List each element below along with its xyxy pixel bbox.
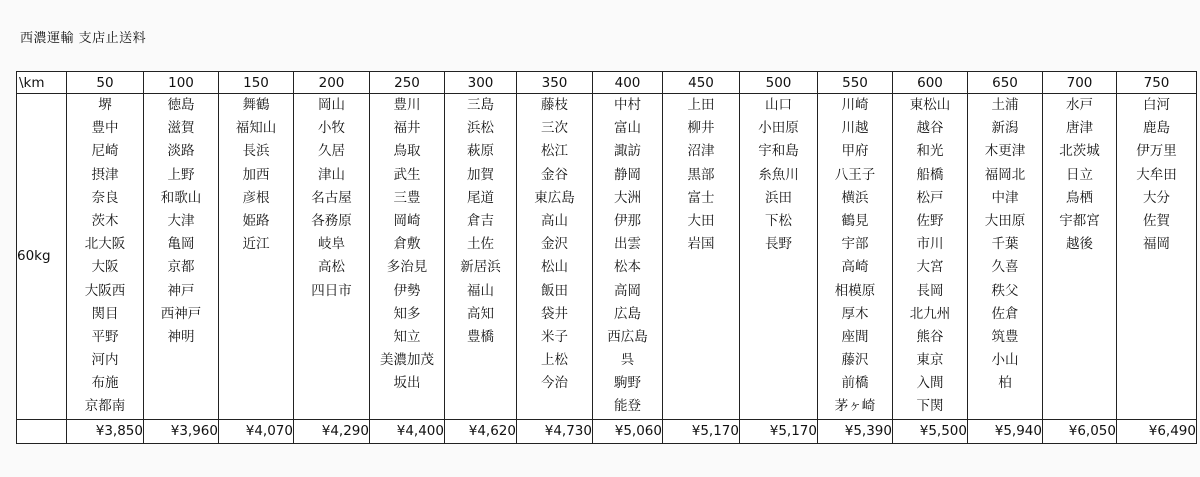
city-name: 西神戸 [160,305,202,322]
city-name: 関目 [91,305,119,322]
city-name: 能登 [614,398,641,415]
city-name: 相模原 [834,282,876,299]
city-name: 美濃加茂 [380,352,434,369]
city-name: 水戸 [1066,97,1093,113]
city-name: 秩父 [991,282,1019,299]
city-name: 木更津 [984,143,1026,160]
city-name: 茅ヶ崎 [834,398,876,415]
city-name: 山口 [765,97,792,113]
city-name: 大洲 [614,189,641,206]
city-name: 小山 [991,352,1019,369]
city-name: 松江 [541,143,568,160]
city-name: 鹿島 [1143,120,1170,137]
city-name: 出雲 [614,236,641,253]
city-name: 知立 [393,328,421,345]
city-name: 舞鶴 [242,97,270,113]
city-name: 入間 [916,375,944,392]
distance-header-650: 650 [968,72,1043,94]
city-name: 中村 [614,97,641,113]
city-name: 北大阪 [84,236,126,253]
city-name: 高松 [318,259,345,276]
city-name: 尼崎 [91,143,119,160]
city-name: 鶴見 [841,212,869,229]
city-name: 大分 [1143,189,1170,206]
city-name: 新居浜 [460,259,501,276]
city-name: 伊那 [614,212,641,229]
city-name: 富山 [614,120,641,137]
city-name: 高岡 [614,282,641,299]
city-name: 上松 [541,352,568,369]
city-name: 呉 [620,352,635,369]
city-name: 飯田 [541,282,568,299]
distance-header-250: 250 [370,72,445,94]
city-name: 淡路 [167,143,195,160]
city-name: 豊川 [393,97,421,113]
city-name: 土佐 [467,236,494,253]
city-name: 倉吉 [467,212,494,229]
city-name: 宇都宮 [1059,212,1100,229]
city-name: 駒野 [614,375,641,392]
city-name: 船橋 [916,166,944,183]
city-name: 東京 [916,352,944,369]
city-name: 佐賀 [1143,212,1170,229]
cities-cell-150 [219,94,294,420]
city-name: 沼津 [687,143,715,160]
city-name: 岐阜 [318,236,345,253]
city-name: 唐津 [1066,120,1093,137]
distance-header-600: 600 [893,72,968,94]
distance-header-150: 150 [219,72,294,94]
price-row-blank-cell [17,419,67,443]
city-name: 近江 [242,236,270,253]
city-name: 米子 [541,328,568,345]
city-name: 津山 [318,166,345,183]
city-name: 大阪 [91,259,119,276]
cities-cell-350 [517,94,593,420]
city-name: 岡山 [318,97,345,113]
city-name: 武生 [393,166,421,183]
city-name: 八王子 [834,166,876,183]
price-row [17,419,1197,443]
distance-header-500: 500 [740,72,818,94]
city-name: 北九州 [909,305,951,322]
corner-header: \km [17,72,67,94]
city-name: 松本 [614,259,641,276]
city-name: 佐野 [916,212,944,229]
cities-cell-300 [445,94,517,420]
city-name: 高知 [467,305,494,322]
cities-cell-750 [1117,94,1197,420]
price-cell-700: ¥6,050 [1043,419,1117,443]
city-name: 宇和島 [758,143,799,160]
city-name: 大牟田 [1136,166,1177,183]
city-name: 袋井 [541,305,568,322]
city-name: 富士 [687,189,715,206]
city-name: 藤枝 [541,97,568,113]
city-name: 岩国 [687,236,715,253]
city-name: 金谷 [541,166,568,183]
city-name: 糸魚川 [758,166,799,183]
city-name: 福岡 [1143,236,1170,253]
city-name: 川越 [841,120,869,137]
city-name: 滋賀 [167,120,195,137]
weight-label: 60kg [17,94,67,420]
city-name: 福山 [467,282,494,299]
shipping-rate-table [16,71,1197,444]
city-name: 日立 [1066,166,1093,183]
distance-header-750: 750 [1117,72,1197,94]
city-name: 長岡 [916,282,944,299]
price-cell-350: ¥4,730 [517,419,593,443]
city-name: 金沢 [541,236,568,253]
city-name: 今治 [541,375,568,392]
city-name: 鳥取 [393,143,421,160]
cities-row [17,94,1197,420]
city-name: 神明 [167,328,195,345]
price-cell-100: ¥3,960 [144,419,219,443]
price-cell-50: ¥3,850 [67,419,144,443]
price-cell-400: ¥5,060 [593,419,663,443]
cities-cell-250 [370,94,445,420]
cities-cell-100 [144,94,219,420]
cities-cell-550 [818,94,893,420]
price-cell-500: ¥5,170 [740,419,818,443]
city-name: 福知山 [235,120,277,137]
city-name: 茨木 [91,212,119,229]
distance-header-700: 700 [1043,72,1117,94]
city-name: 新潟 [991,120,1019,137]
city-name: 亀岡 [167,236,195,253]
city-name: 伊万里 [1136,143,1177,160]
city-name: 姫路 [242,212,270,229]
distance-header-200: 200 [294,72,370,94]
city-name: 久喜 [991,259,1019,276]
city-name: 四日市 [311,282,352,299]
city-name: 布施 [91,375,119,392]
city-name: 前橋 [841,375,869,392]
distance-header-100: 100 [144,72,219,94]
distance-header-450: 450 [663,72,740,94]
city-name: 和光 [916,143,944,160]
city-name: 宇部 [841,236,869,253]
distance-header-350: 350 [517,72,593,94]
cities-cell-600 [893,94,968,420]
city-name: 久居 [318,143,345,160]
city-name: 甲府 [841,143,869,160]
city-name: 中津 [991,189,1019,206]
distance-header-50: 50 [67,72,144,94]
city-name: 土浦 [991,97,1019,113]
cities-cell-500 [740,94,818,420]
city-name: 川崎 [841,97,869,113]
city-name: 厚木 [841,305,869,322]
city-name: 高山 [541,212,568,229]
city-name: 知多 [393,305,421,322]
city-name: 加賀 [467,166,494,183]
city-name: 和歌山 [160,189,202,206]
city-name: 大田原 [984,212,1026,229]
cities-cell-200 [294,94,370,420]
city-name: 徳島 [167,97,195,113]
city-name: 上田 [687,97,715,113]
city-name: 下関 [916,398,944,415]
city-name: 松山 [541,259,568,276]
city-name: 名古屋 [311,189,352,206]
price-cell-250: ¥4,400 [370,419,445,443]
city-name: 加西 [242,166,270,183]
city-name: 三次 [541,120,568,137]
price-cell-300: ¥4,620 [445,419,517,443]
city-name: 大田 [687,212,715,229]
city-name: 平野 [91,328,119,345]
city-name: 河内 [91,352,119,369]
city-name: 長野 [765,236,792,253]
city-name: 三豊 [393,189,421,206]
price-cell-150: ¥4,070 [219,419,294,443]
city-name: 大宮 [916,259,944,276]
city-name: 柳井 [687,120,715,137]
price-cell-650: ¥5,940 [968,419,1043,443]
city-name: 白河 [1143,97,1170,113]
city-name: 下松 [765,212,792,229]
city-name: 上野 [167,166,195,183]
price-cell-750: ¥6,490 [1117,419,1197,443]
city-name: 東広島 [534,189,575,206]
distance-header-550: 550 [818,72,893,94]
distance-header-row [17,72,1197,94]
city-name: 高崎 [841,259,869,276]
city-name: 北茨城 [1059,143,1100,160]
city-name: 伊勢 [393,282,421,299]
city-name: 筑豊 [991,328,1019,345]
price-cell-600: ¥5,500 [893,419,968,443]
cities-cell-50 [67,94,144,420]
city-name: 奈良 [91,189,119,206]
city-name: 座間 [841,328,869,345]
city-name: 大津 [167,212,195,229]
document-title: 西濃運輸 支店止送料 [20,31,147,46]
city-name: 越後 [1066,236,1093,253]
city-name: 摂津 [91,166,119,183]
city-name: 多治見 [386,259,428,276]
city-name: 大阪西 [84,282,126,299]
city-name: 越谷 [916,120,944,137]
city-name: 千葉 [991,236,1019,253]
city-name: 坂出 [393,375,421,392]
cities-cell-450 [663,94,740,420]
city-name: 小牧 [318,120,345,137]
city-name: 京都 [167,259,195,276]
city-name: 鳥栖 [1066,189,1093,206]
city-name: 西広島 [607,328,648,345]
city-name: 神戸 [167,282,195,299]
cities-cell-400 [593,94,663,420]
city-name: 藤沢 [841,352,869,369]
city-name: 京都南 [84,398,126,415]
price-cell-550: ¥5,390 [818,419,893,443]
city-name: 浜松 [467,120,494,137]
city-name: 萩原 [467,143,494,160]
city-name: 柏 [998,375,1012,392]
cities-cell-650 [968,94,1043,420]
city-name: 諏訪 [614,143,641,160]
distance-header-300: 300 [445,72,517,94]
price-cell-450: ¥5,170 [663,419,740,443]
city-name: 豊中 [91,120,119,137]
city-name: 三島 [467,97,494,113]
city-name: 岡崎 [393,212,421,229]
city-name: 豊橋 [467,328,494,345]
city-name: 横浜 [841,189,869,206]
city-name: 熊谷 [916,328,944,345]
city-name: 堺 [98,97,112,113]
city-name: 長浜 [242,143,270,160]
city-name: 各務原 [311,212,352,229]
city-name: 浜田 [765,189,792,206]
city-name: 福岡北 [984,166,1026,183]
city-name: 市川 [916,236,944,253]
distance-header-400: 400 [593,72,663,94]
city-name: 松戸 [916,189,944,206]
city-name: 福井 [393,120,421,137]
city-name: 東松山 [909,97,951,113]
price-cell-200: ¥4,290 [294,419,370,443]
city-name: 倉敷 [393,236,421,253]
city-name: 佐倉 [991,305,1019,322]
city-name: 彦根 [242,189,270,206]
city-name: 小田原 [758,120,799,137]
city-name: 静岡 [614,166,641,183]
city-name: 尾道 [467,189,494,206]
city-name: 広島 [614,305,641,322]
city-name: 黒部 [687,166,715,183]
cities-cell-700 [1043,94,1117,420]
